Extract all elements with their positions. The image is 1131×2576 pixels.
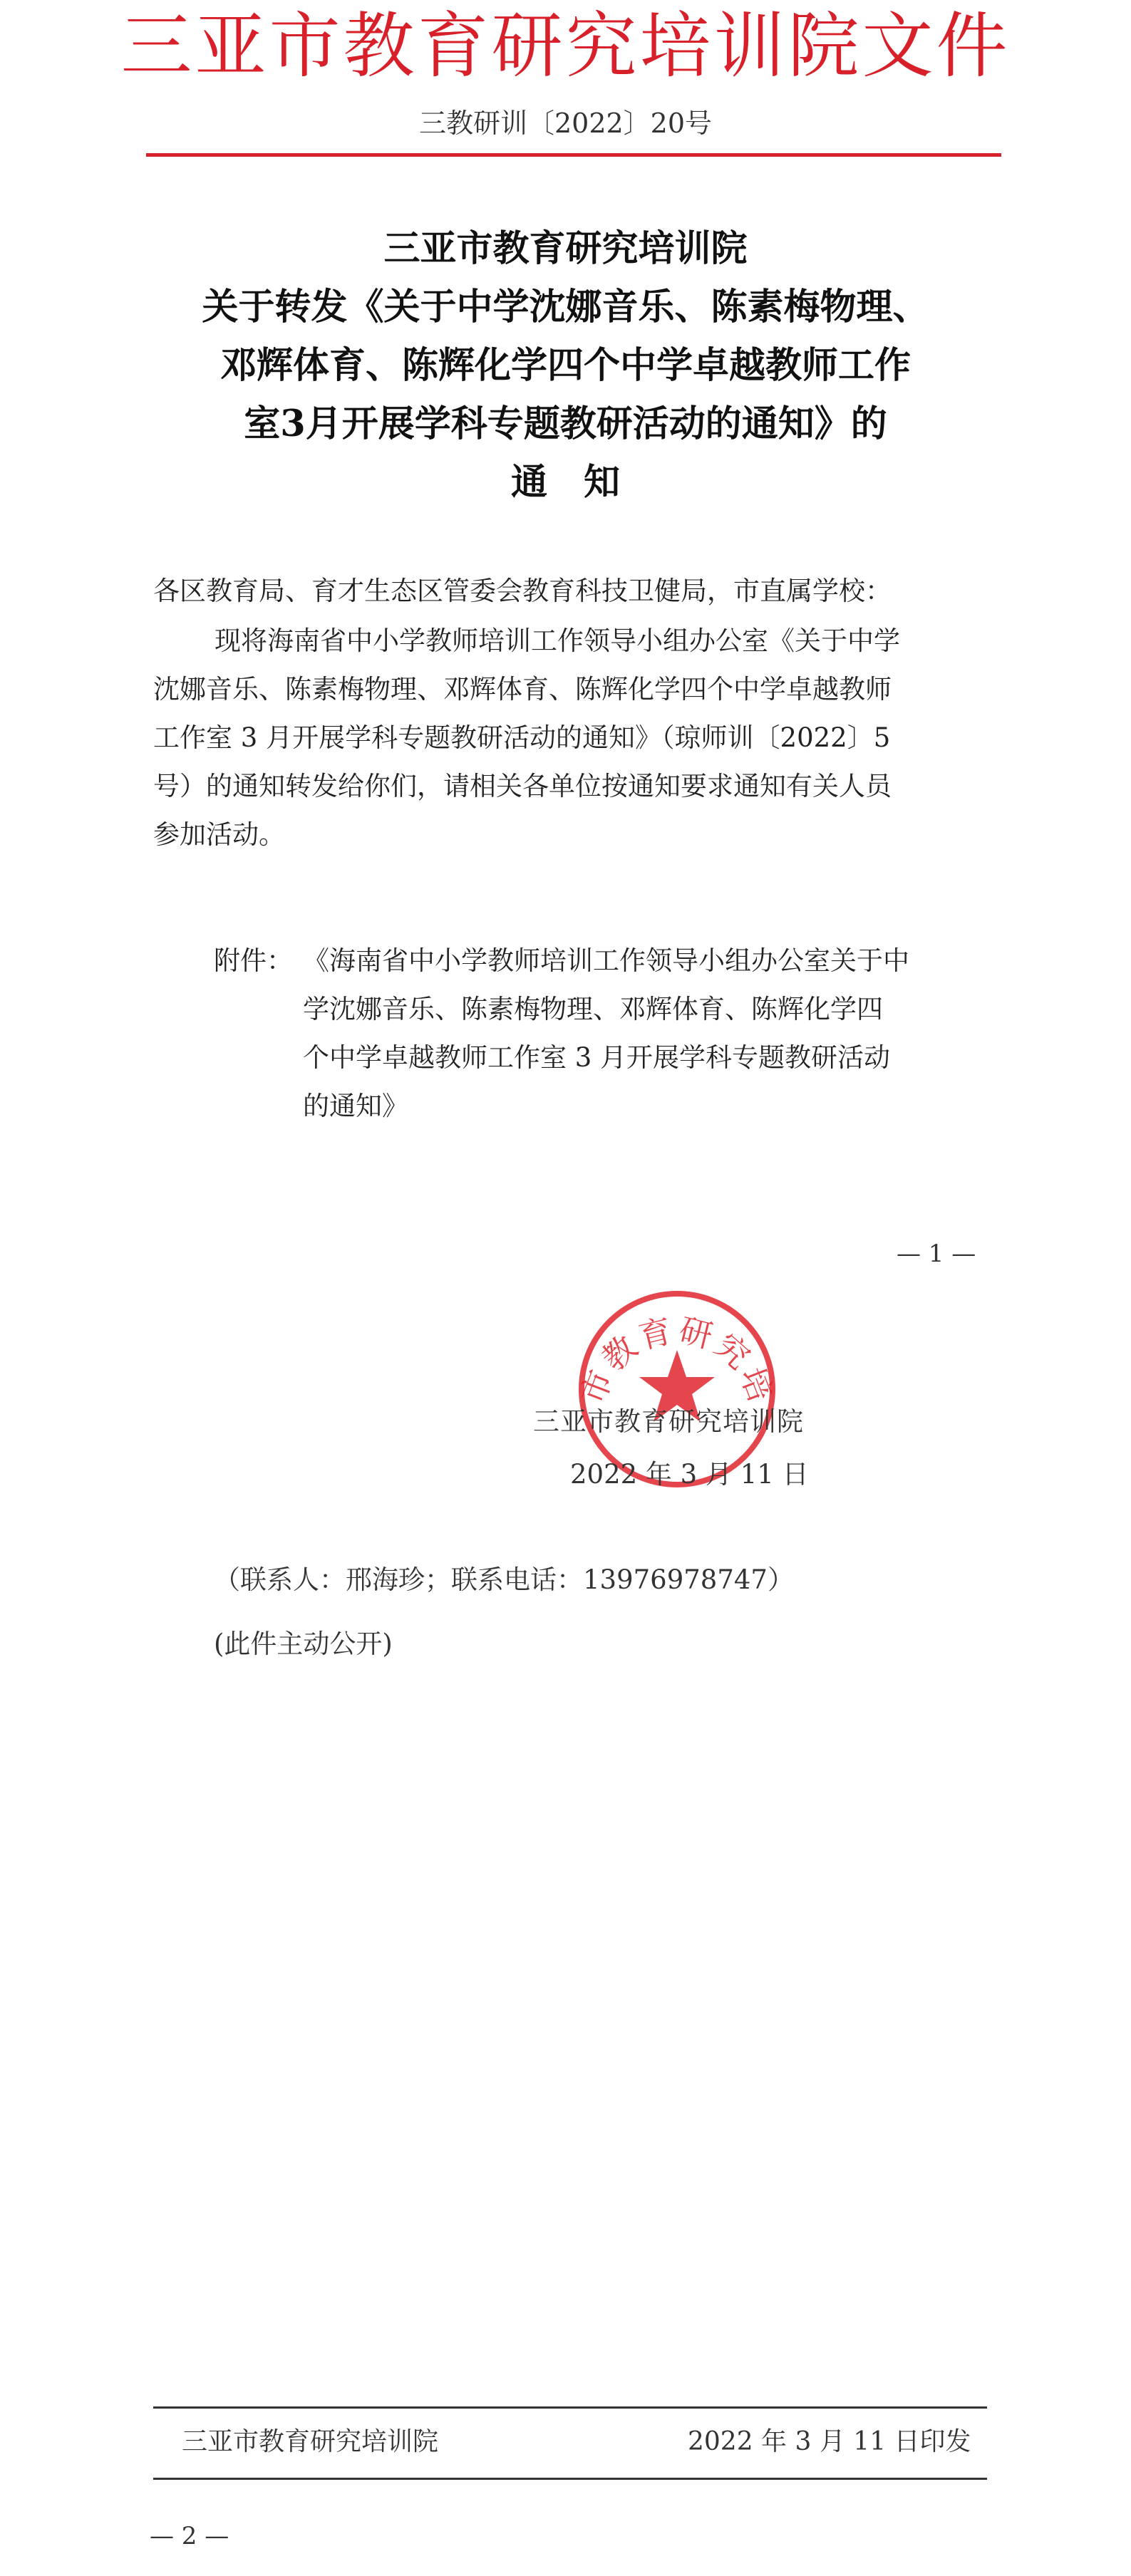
- paragraph-line: 工作室 3 月开展学科专题教研活动的通知》（琼师训〔2022〕5: [153, 722, 891, 753]
- paragraph-line: 现将海南省中小学教师培训工作领导小组办公室《关于中学: [215, 625, 900, 656]
- signature-date: 2022 年 3 月 11 日: [570, 1459, 809, 1490]
- public-note: (此件主动公开): [214, 1629, 393, 1659]
- attachment-line: 学沈娜音乐、陈素梅物理、邓辉体育、陈辉化学四: [303, 994, 883, 1024]
- paragraph-line: 号）的通知转发给你们，请相关各单位按通知要求通知有关人员: [153, 771, 892, 801]
- page-number: — 2 —: [150, 2522, 229, 2550]
- footer-top-rule: [153, 2406, 987, 2409]
- title-line: 三亚市教育研究培训院: [383, 227, 748, 270]
- title-line: 关于转发《关于中学沈娜音乐、陈素梅物理、: [202, 286, 929, 328]
- footer-bottom-rule: [153, 2478, 987, 2480]
- header-red-rule: [146, 153, 1001, 157]
- contact-info: （联系人：邢海珍；联系电话：13976978747）: [214, 1564, 794, 1595]
- footer-print-date: 2022 年 3 月 11 日印发: [688, 2427, 971, 2456]
- title-line: 通 知: [510, 461, 620, 504]
- title-line: 邓辉体育、陈辉化学四个中学卓越教师工作: [220, 344, 911, 387]
- salutation: 各区教育局、育才生态区管委会教育科技卫健局，市直属学校：: [153, 576, 892, 606]
- attachment-text: [303, 937, 909, 1131]
- attachment-line: 《海南省中小学教师培训工作领导小组办公室关于中: [303, 945, 909, 976]
- document-number: 三教研训〔2022〕20号: [418, 108, 713, 139]
- title-line: 室3月开展学科专题教研活动的通知》的: [244, 402, 887, 445]
- signature-org: 三亚市教育研究培训院: [533, 1406, 804, 1437]
- footer-org: 三亚市教育研究培训院: [182, 2427, 439, 2456]
- document-title: [143, 219, 988, 511]
- seal-text: 市教育研究培: [572, 1310, 782, 1410]
- body-paragraph: [153, 617, 994, 859]
- paragraph-line: 沈娜音乐、陈素梅物理、邓辉体育、陈辉化学四个中学卓越教师: [153, 674, 892, 705]
- paragraph-line: 参加活动。: [153, 819, 285, 850]
- page-number: — 1 —: [897, 1240, 976, 1268]
- attachment-line: 的通知》: [303, 1091, 408, 1121]
- attachment-label: 附件：: [214, 945, 293, 976]
- header-org-title: 三亚市教育研究培训院文件: [120, 4, 1011, 88]
- attachment-line: 个中学卓越教师工作室 3 月开展学科专题教研活动: [303, 1042, 891, 1073]
